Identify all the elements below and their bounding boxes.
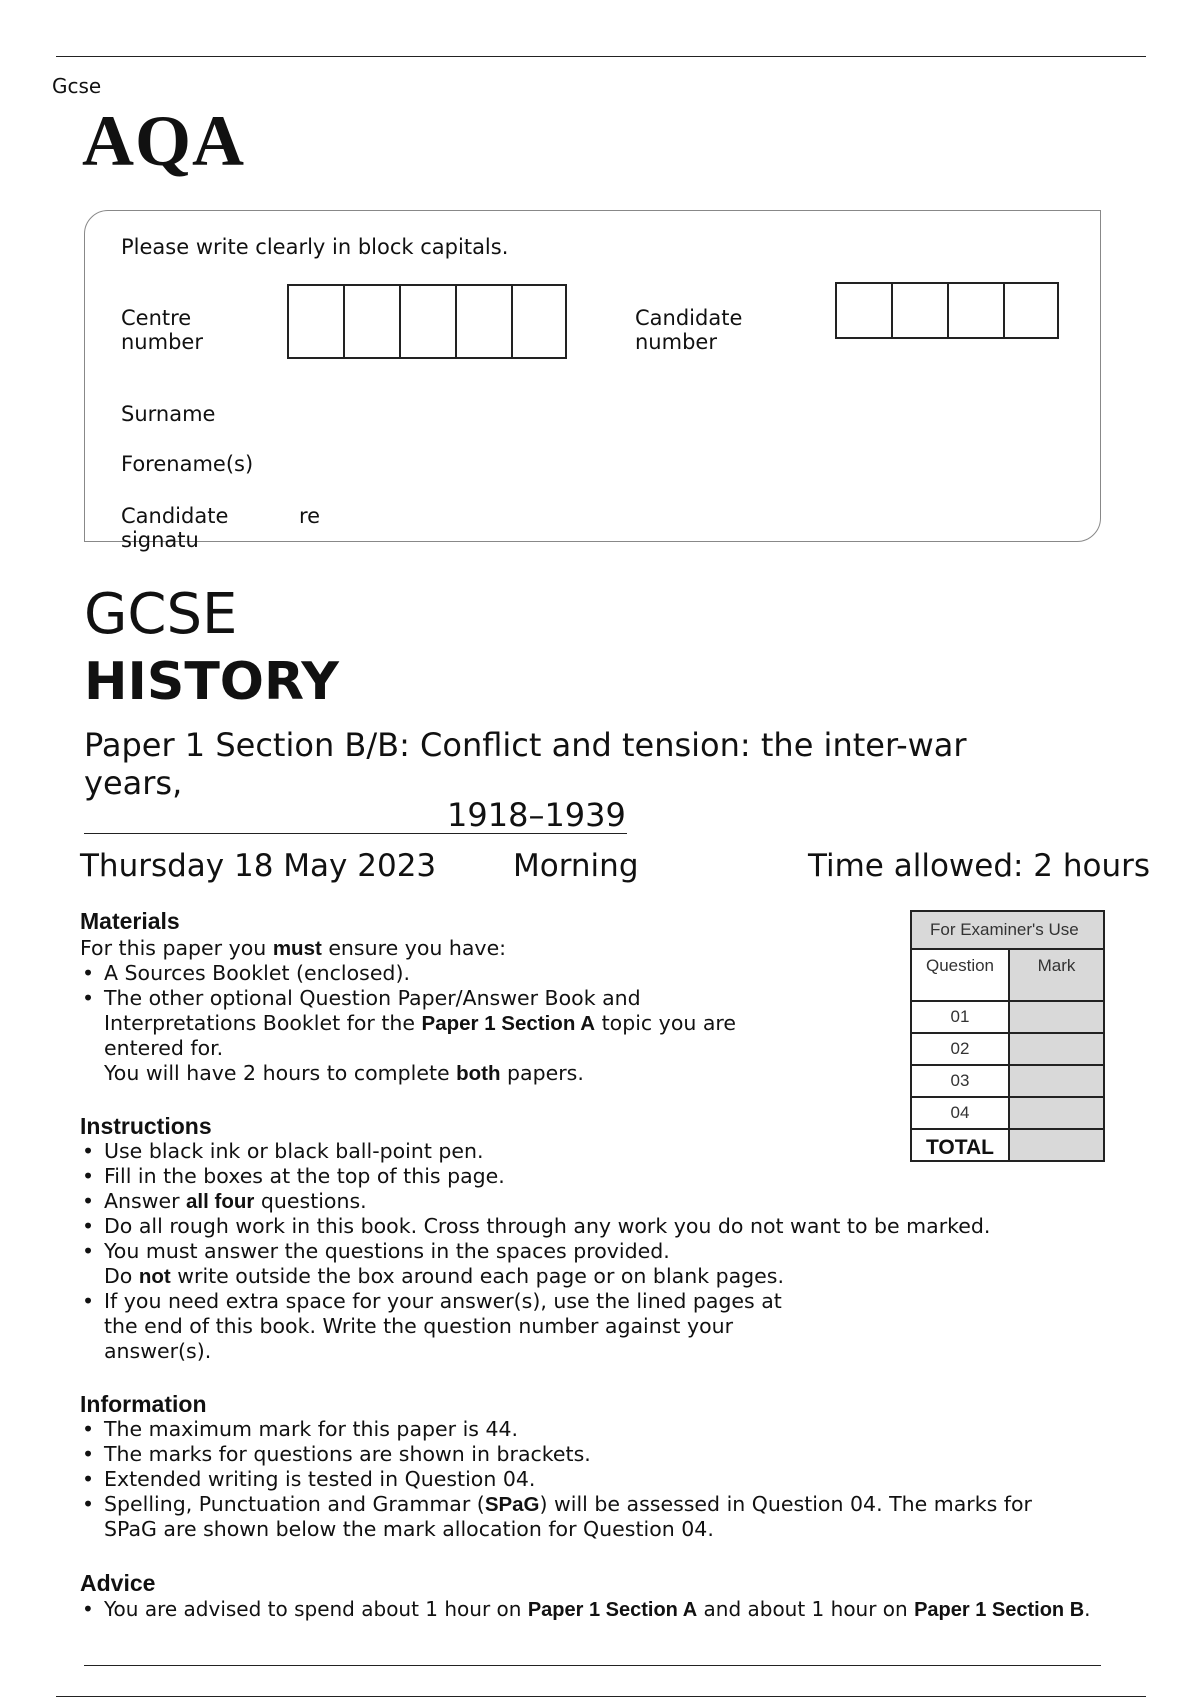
question-number: 04 xyxy=(911,1097,1009,1129)
candidate-number-label: Candidate number xyxy=(635,306,743,354)
list-item: • You must answer the questions in the spaces provided. xyxy=(80,1239,1080,1264)
mark-cell xyxy=(1009,1033,1104,1065)
list-item: • Use black ink or black ball-point pen. xyxy=(80,1139,1080,1164)
list-item: • If you need extra space for your answer(s), use the lined pages at the end of this book. Write the question number against your answer(s). xyxy=(80,1289,804,1364)
mark-cell xyxy=(1009,1097,1104,1129)
list-item: • A Sources Booklet (enclosed). xyxy=(80,961,780,986)
list-item: • Answer all four questions. xyxy=(80,1189,1080,1214)
question-number: 02 xyxy=(911,1033,1009,1065)
mark-column-header: Mark xyxy=(1009,949,1104,1001)
exam-session: Morning xyxy=(513,848,639,884)
mark-cell xyxy=(1009,1065,1104,1097)
mark-cell xyxy=(1009,1001,1104,1033)
qualification-title: GCSE xyxy=(84,582,238,647)
examiners-use-title: For Examiner's Use xyxy=(911,911,1104,949)
header-tag: Gcse xyxy=(52,74,102,98)
block-capitals-instruction: Please write clearly in block capitals. xyxy=(121,235,509,259)
total-label: TOTAL xyxy=(911,1129,1009,1161)
bottom-rule-inner xyxy=(84,1665,1101,1666)
bottom-rule-outer xyxy=(56,1696,1146,1697)
candidate-digit-box[interactable] xyxy=(835,282,891,339)
paper-title: Paper 1 Section B/B: Conflict and tension: the inter-war years, xyxy=(84,726,967,802)
centre-number-boxes xyxy=(287,284,567,359)
list-item-continuation: You will have 2 hours to complete both papers. xyxy=(104,1061,584,1085)
centre-number-label: Centre number xyxy=(121,306,203,354)
list-item: • The other optional Question Paper/Answer Book and Interpretations Booklet for the Paper 1 Section A topic you are entered for. xyxy=(80,986,780,1061)
exam-date: Thursday 18 May 2023 xyxy=(80,848,437,884)
question-number: 01 xyxy=(911,1001,1009,1033)
advice-heading: Advice xyxy=(80,1570,156,1596)
candidate-digit-box[interactable] xyxy=(947,282,1003,339)
centre-digit-box[interactable] xyxy=(455,284,511,359)
information-heading: Information xyxy=(80,1391,207,1417)
centre-digit-box[interactable] xyxy=(343,284,399,359)
signature-label: Candidate signatu xyxy=(121,504,229,552)
centre-digit-box[interactable] xyxy=(511,284,567,359)
forename-label: Forename(s) xyxy=(121,452,254,476)
list-item: • The maximum mark for this paper is 44. xyxy=(80,1417,1040,1442)
question-column-header: Question xyxy=(911,949,1009,1001)
title-underline xyxy=(84,833,627,834)
instructions-heading: Instructions xyxy=(80,1113,212,1139)
materials-heading: Materials xyxy=(80,908,180,934)
list-item: • Spelling, Punctuation and Grammar (SPaG) will be assessed in Question 04. The marks for SPaG are shown below the mark allocation for Question 04. xyxy=(80,1492,1040,1542)
aqa-logo: AQA xyxy=(82,101,245,181)
question-number: 03 xyxy=(911,1065,1009,1097)
candidate-details-box xyxy=(84,210,1101,552)
information-list xyxy=(80,1417,1040,1542)
centre-digit-box[interactable] xyxy=(399,284,455,359)
list-item-continuation: Do not write outside the box around each page or on blank pages. xyxy=(104,1264,784,1288)
list-item: • Extended writing is tested in Question 04. xyxy=(80,1467,1040,1492)
advice-list xyxy=(80,1597,1190,1623)
candidate-digit-box[interactable] xyxy=(891,282,947,339)
examiners-use-table xyxy=(910,910,1105,1162)
candidate-number-boxes xyxy=(835,282,1059,339)
signature-label-suffix: re xyxy=(299,504,321,528)
list-item: • Do all rough work in this book. Cross through any work you do not want to be marked. xyxy=(80,1214,1080,1239)
top-rule xyxy=(56,56,1146,57)
list-item: • The marks for questions are shown in brackets. xyxy=(80,1442,1040,1467)
materials-list xyxy=(80,961,780,1086)
surname-label: Surname xyxy=(121,402,216,426)
materials-intro: For this paper you must ensure you have: xyxy=(80,936,507,960)
centre-digit-box[interactable] xyxy=(287,284,343,359)
time-allowed: Time allowed: 2 hours xyxy=(808,848,1151,884)
subject-title: HISTORY xyxy=(84,652,339,712)
paper-years: 1918–1939 xyxy=(447,796,626,834)
list-item: • Fill in the boxes at the top of this page. xyxy=(80,1164,1080,1189)
instructions-list xyxy=(80,1139,1080,1364)
list-item: • You are advised to spend about 1 hour on Paper 1 Section A and about 1 hour on Paper 1 Section B. xyxy=(80,1597,1190,1623)
candidate-digit-box[interactable] xyxy=(1003,282,1059,339)
